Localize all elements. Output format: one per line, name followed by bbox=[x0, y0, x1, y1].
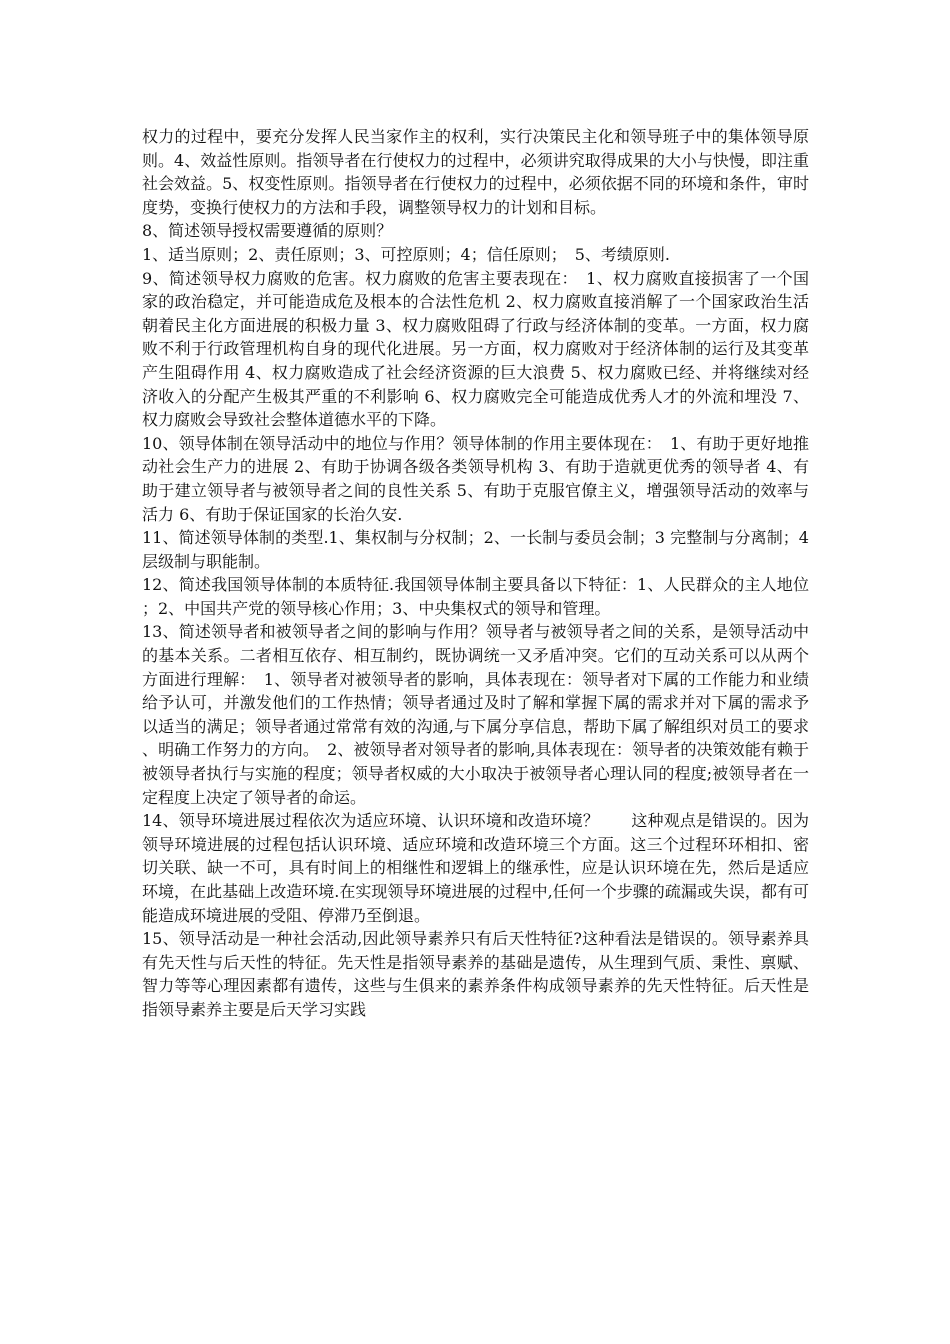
document-body bbox=[142, 125, 809, 1022]
question-10: 10、领导体制在领导活动中的地位与作用？领导体制的作用主要体现在： 1、有助于更好地推动社会生产力的进展 2、有助于协调各级各类领导机构 3、有助于造就更优秀的领导者 4、有助于建立领导者与被领导者之间的良性关系 5、有助于克服官僚主义，增强领导活动的效率与活力 6、有助于保证国家的长治久安. bbox=[142, 433, 809, 524]
question-8-heading: 8、简述领导授权需要遵循的原则？ bbox=[142, 221, 393, 241]
question-15: 15、领导活动是一种社会活动,因此领导素养只有后天性特征?这种看法是错误的。领导素养具有先天性与后天性的特征。先天性是指领导素养的基础是遗传，从生理到气质、秉性、禀赋、智力等等心理因素都有遗传，这些与生俱来的素养条件构成领导素养的先天性特征。后天性是指领导素养主要是后天学习实践 bbox=[142, 929, 809, 1019]
question-14: 14、领导环境进展过程依次为适应环境、认识环境和改造环境？ 这种观点是错误的。因为领导环境进展的过程包括认识环境、适应环境和改造环境三个方面。这三个过程环环相扣、密切关联、缺一不可，具有时间上的相继性和逻辑上的继承性，应是认识环境在先，然后是适应环境，在此基础上改造环境.在实现领导环境进展的过程中,任何一个步骤的疏漏或失误，都有可能造成环境进展的受阻、停滞乃至倒退。 bbox=[142, 811, 809, 925]
question-13: 13、简述领导者和被领导者之间的影响与作用？领导者与被领导者之间的关系，是领导活动中的基本关系。二者相互依存、相互制约，既协调统一又矛盾冲突。它们的互动关系可以从两个方面进行理解： 1、领导者对被领导者的影响，具体表现在：领导者对下属的工作能力和业绩给予认可，并激发他们的工作热情；领导者通过及时了解和掌握下属的需求并对下属的需求予以适当的满足；领导者通过常常有效的沟通,与下属分享信息，帮助下属了解组织对员工的要求、明确工作努力的方向。 2、被领导者对领导者的影响,具体表现在：领导者的决策效能有赖于被领导者执行与实施的程度；领导者权威的大小取决于被领导者心理认同的程度;被领导者在一定程度上决定了领导者的命运。 bbox=[142, 622, 809, 807]
question-12: 12、简述我国领导体制的本质特征.我国领导体制主要具备以下特征：1、人民群众的主人地位；2、中国共产党的领导核心作用；3、中央集权式的领导和管理。 bbox=[142, 575, 809, 618]
question-9: 9、简述领导权力腐败的危害。权力腐败的危害主要表现在： 1、权力腐败直接损害了一个国家的政治稳定，并可能造成危及根本的合法性危机 2、权力腐败直接消解了一个国家政治生活朝着民主化方面进展的积极力量 3、权力腐败阻碍了行政与经济体制的变革。一方面，权力腐败不利于行政管理机构自身的现代化进展。另一方面，权力腐败对于经济体制的运行及其变革产生阻碍作用 4、权力腐败造成了社会经济资源的巨大浪费 5、权力腐败已经、并将继续对经济收入的分配产生极其严重的不利影响 6、权力腐败完全可能造成优秀人才的外流和埋没 7、权力腐败会导致社会整体道德水平的下降。 bbox=[142, 268, 809, 430]
answer-8: 1、适当原则；2、责任原则；3、可控原则；4；信任原则； 5、考绩原则. bbox=[142, 244, 670, 264]
question-11: 11、简述领导体制的类型.1、集权制与分权制；2、一长制与委员会制；3 完整制与分离制；4 层级制与职能制。 bbox=[142, 528, 809, 571]
paragraph-power-principles: 权力的过程中，要充分发挥人民当家作主的权利，实行决策民主化和领导班子中的集体领导原则。4、效益性原则。指领导者在行使权力的过程中，必须讲究取得成果的大小与快慢，即注重社会效益。5、权变性原则。指领导者在行使权力的过程中，必须依据不同的环境和条件，审时度势，变换行使权力的方法和手段，调整领导权力的计划和目标。 bbox=[142, 127, 809, 217]
